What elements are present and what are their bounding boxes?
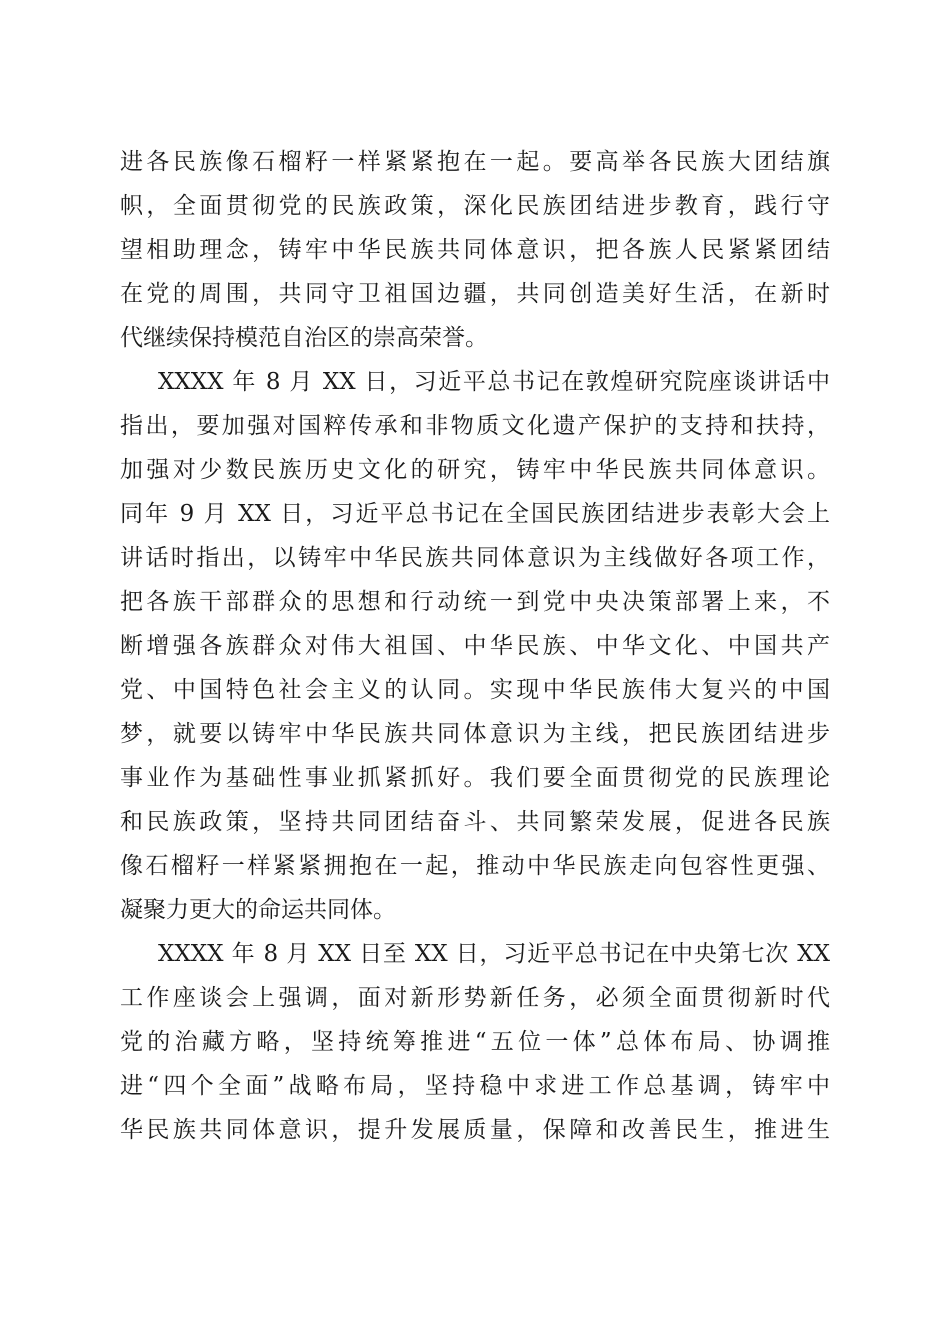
text-line: 凝聚力更大的命运共同体。: [120, 897, 396, 923]
text-line: XXXX 年 8 月 XX 日至 XX 日，习近平总书记在中央第七次 XX: [158, 941, 830, 967]
text-line: 党、中国特色社会主义的认同。实现中华民族伟大复兴的中国: [120, 677, 830, 703]
paragraph-2: [120, 360, 830, 932]
text-line: 党的治藏方略，坚持统筹推进“五位一体”总体布局、协调推: [120, 1029, 830, 1055]
text-line: 帜，全面贯彻党的民族政策，深化民族团结进步教育，践行守: [120, 193, 830, 219]
text-line: 进“四个全面”战略布局，坚持稳中求进工作总基调，铸牢中: [120, 1073, 830, 1099]
text-line: 指出，要加强对国粹传承和非物质文化遗产保护的支持和扶持，: [120, 413, 830, 439]
paragraph-3: [120, 932, 830, 1152]
text-line: 望相助理念，铸牢中华民族共同体意识，把各族人民紧紧团结: [120, 237, 830, 263]
text-line: 讲话时指出，以铸牢中华民族共同体意识为主线做好各项工作，: [120, 545, 830, 571]
text-line: 把各族干部群众的思想和行动统一到党中央决策部署上来，不: [120, 589, 830, 615]
text-line: 和民族政策，坚持共同团结奋斗、共同繁荣发展，促进各民族: [120, 809, 830, 835]
text-line: 工作座谈会上强调，面对新形势新任务，必须全面贯彻新时代: [120, 985, 830, 1011]
text-line: 代继续保持模范自治区的崇高荣誉。: [120, 325, 488, 351]
text-line: 事业作为基础性事业抓紧抓好。我们要全面贯彻党的民族理论: [120, 765, 830, 791]
text-line: 华民族共同体意识，提升发展质量，保障和改善民生，推进生: [120, 1117, 830, 1143]
text-line: 进各民族像石榴籽一样紧紧抱在一起。要高举各民族大团结旗: [120, 149, 830, 175]
paragraph-1: [120, 140, 830, 360]
document-body: [120, 140, 830, 1152]
text-line: 在党的周围，共同守卫祖国边疆，共同创造美好生活，在新时: [120, 281, 830, 307]
text-line: 断增强各族群众对伟大祖国、中华民族、中华文化、中国共产: [120, 633, 830, 659]
text-line: 像石榴籽一样紧紧拥抱在一起，推动中华民族走向包容性更强、: [120, 853, 830, 879]
text-line: 加强对少数民族历史文化的研究，铸牢中华民族共同体意识。: [120, 457, 830, 483]
text-line: 同年 9 月 XX 日，习近平总书记在全国民族团结进步表彰大会上: [120, 501, 830, 527]
text-line: XXXX 年 8 月 XX 日，习近平总书记在敦煌研究院座谈讲话中: [158, 369, 830, 395]
text-line: 梦，就要以铸牢中华民族共同体意识为主线，把民族团结进步: [120, 721, 830, 747]
